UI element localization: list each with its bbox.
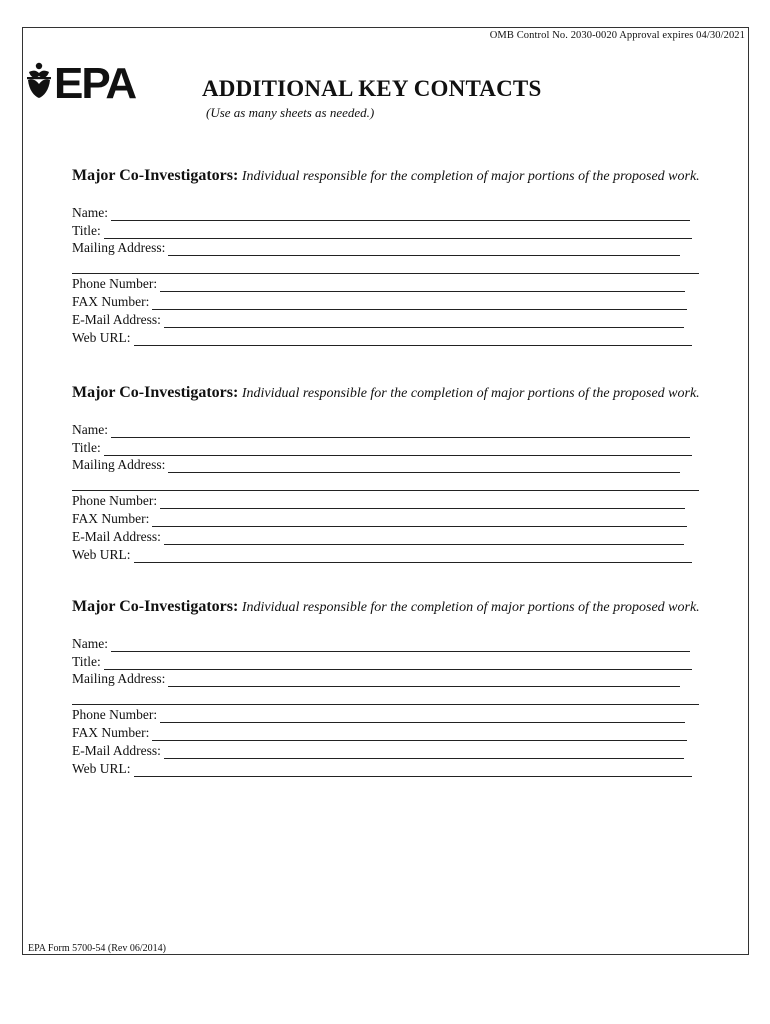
section-heading-label: Major Co-Investigators: [72, 384, 239, 401]
email-address-input-line[interactable] [164, 531, 684, 545]
form-subtitle: (Use as many sheets as needed.) [206, 105, 375, 120]
name-label: Name: [72, 421, 108, 437]
co-investigator-section-1 [72, 167, 720, 346]
epa-logo-text: EPA [54, 59, 136, 100]
email-address-label: E-Mail Address: [72, 311, 161, 327]
title-field [72, 221, 720, 239]
mailing-address-second-line[interactable] [72, 687, 699, 705]
section-heading [72, 384, 720, 403]
name-field [72, 420, 720, 438]
phone-number-input-line[interactable] [160, 495, 685, 509]
phone-number-input-line[interactable] [160, 709, 685, 723]
title-input-line[interactable] [104, 225, 692, 239]
co-investigator-section-3 [72, 598, 720, 777]
fax-number-input-line[interactable] [152, 513, 687, 527]
mailing-address-field [72, 239, 720, 257]
form-title: ADDITIONAL KEY CONTACTS [202, 76, 542, 101]
email-address-field [72, 741, 720, 759]
fax-number-label: FAX Number: [72, 293, 150, 309]
name-input-line[interactable] [111, 207, 690, 221]
web-url-field [72, 328, 720, 346]
phone-number-label: Phone Number: [72, 276, 158, 292]
web-url-label: Web URL: [72, 546, 131, 562]
web-url-field [72, 759, 720, 777]
web-url-field [72, 545, 720, 563]
mailing-address-second-line[interactable] [72, 473, 699, 491]
email-address-field [72, 310, 720, 328]
web-url-input-line[interactable] [134, 549, 692, 563]
epa-flower-icon [27, 63, 51, 98]
mailing-address-field [72, 670, 720, 688]
phone-number-input-line[interactable] [160, 278, 685, 292]
section-heading-label: Major Co-Investigators: [72, 598, 239, 615]
phone-number-label: Phone Number: [72, 707, 158, 723]
epa-logo [27, 58, 152, 100]
email-address-label: E-Mail Address: [72, 528, 161, 544]
omb-control-number: OMB Control No. 2030-0020 Approval expires 04/30/2021 [489, 30, 745, 41]
name-field [72, 203, 720, 221]
section-description: Individual responsible for the completion of major portions of the proposed work. [241, 600, 700, 615]
form-footer: EPA Form 5700-54 (Rev 06/2014) [28, 943, 166, 954]
phone-number-field [72, 274, 720, 292]
fax-number-label: FAX Number: [72, 724, 150, 740]
fax-number-field [72, 509, 720, 527]
mailing-address-input-line[interactable] [168, 242, 680, 256]
section-heading [72, 598, 720, 617]
web-url-input-line[interactable] [134, 332, 692, 346]
email-address-field [72, 527, 720, 545]
title-input-line[interactable] [104, 442, 692, 456]
title-field [72, 652, 720, 670]
title-input-line[interactable] [104, 656, 692, 670]
fax-number-input-line[interactable] [152, 727, 687, 741]
contact-fields [72, 203, 720, 346]
fax-number-field [72, 292, 720, 310]
section-heading [72, 167, 720, 186]
co-investigator-section-2 [72, 384, 720, 563]
title-label: Title: [72, 222, 101, 238]
web-url-input-line[interactable] [134, 763, 692, 777]
mailing-address-input-line[interactable] [168, 673, 680, 687]
contact-fields [72, 420, 720, 563]
phone-number-field [72, 705, 720, 723]
name-input-line[interactable] [111, 638, 690, 652]
title-label: Title: [72, 653, 101, 669]
mailing-address-label: Mailing Address: [72, 457, 166, 473]
name-input-line[interactable] [111, 424, 690, 438]
fax-number-label: FAX Number: [72, 510, 150, 526]
email-address-input-line[interactable] [164, 745, 684, 759]
title-field [72, 438, 720, 456]
web-url-label: Web URL: [72, 760, 131, 776]
email-address-label: E-Mail Address: [72, 742, 161, 758]
mailing-address-second-line[interactable] [72, 256, 699, 274]
web-url-label: Web URL: [72, 329, 131, 345]
mailing-address-input-line[interactable] [168, 459, 680, 473]
section-description: Individual responsible for the completion of major portions of the proposed work. [241, 386, 700, 401]
name-label: Name: [72, 204, 108, 220]
fax-number-field [72, 723, 720, 741]
title-label: Title: [72, 439, 101, 455]
section-description: Individual responsible for the completion of major portions of the proposed work. [241, 169, 700, 184]
phone-number-label: Phone Number: [72, 493, 158, 509]
mailing-address-label: Mailing Address: [72, 671, 166, 687]
fax-number-input-line[interactable] [152, 296, 687, 310]
mailing-address-label: Mailing Address: [72, 240, 166, 256]
contact-fields [72, 634, 720, 777]
name-field [72, 634, 720, 652]
name-label: Name: [72, 635, 108, 651]
mailing-address-field [72, 456, 720, 474]
email-address-input-line[interactable] [164, 314, 684, 328]
phone-number-field [72, 491, 720, 509]
section-heading-label: Major Co-Investigators: [72, 167, 239, 184]
